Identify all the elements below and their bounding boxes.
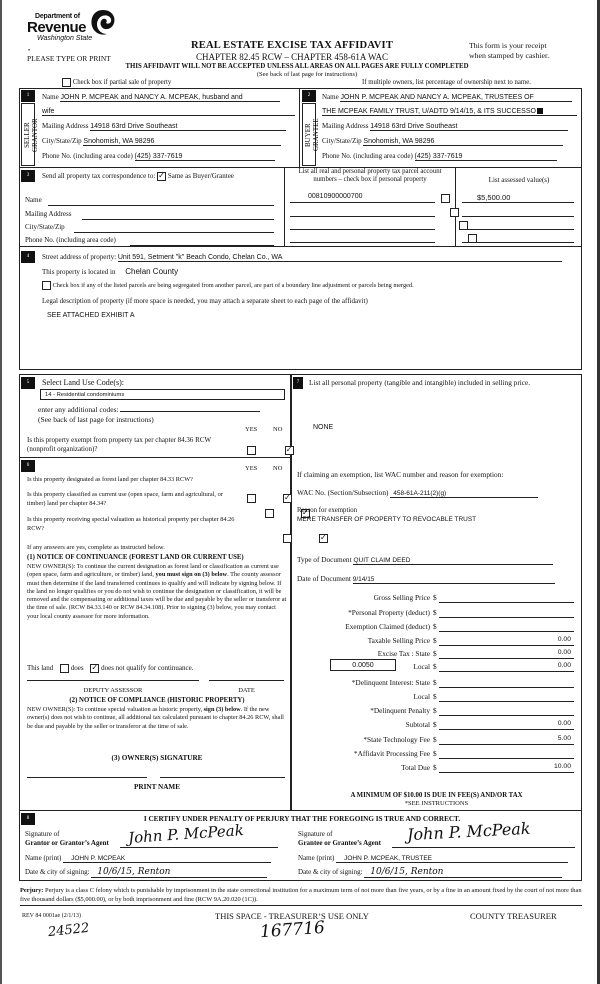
fee-value-field[interactable]: [439, 749, 574, 759]
grantor-date-row: [25, 867, 267, 878]
fee-label: *Affidavit Processing Fee: [353, 749, 430, 758]
buyer-address-row: [322, 122, 577, 131]
section-4-badge: 4: [21, 251, 35, 263]
buyer-address-label: Mailing Address: [322, 122, 369, 130]
grantee-name-value[interactable]: JOHN P. MCPEAK, TRUSTEE: [336, 855, 568, 863]
notice-1-text-a: NEW OWNER(S): To continue the current designation as forest land or classification as current use (open space, farm and agriculture, or timber) land,: [27, 563, 279, 579]
designation-yes-checkbox[interactable]: [247, 494, 256, 503]
exempt-question: Is this property exempt from property tax per chapter 84.36 RCW (nonprofit organization)?: [27, 436, 211, 453]
header-dot: •: [28, 48, 31, 54]
doc-type-label: Type of Document: [297, 555, 352, 564]
section-4-box: [19, 247, 582, 370]
form-number: REV 84 0001ae (2/1/13): [22, 913, 82, 919]
form-chapter: CHAPTER 82.45 RCW – CHAPTER 458-61A WAC: [196, 52, 388, 62]
additional-codes-field[interactable]: [120, 404, 260, 412]
seller-address-label: Mailing Address: [42, 122, 89, 130]
designation-yes-checkbox[interactable]: [265, 509, 274, 518]
fee-value-field[interactable]: [439, 692, 574, 702]
notice-1-title: (1) NOTICE OF CONTINUANCE (FOREST LAND OR CURRENT USE): [27, 554, 244, 561]
grantor-date-label: Date & city of signing:: [25, 868, 90, 876]
continuance-row: [27, 664, 193, 673]
fee-value-field[interactable]: [439, 622, 574, 632]
seller-name-row: [42, 93, 295, 104]
county-treasurer-label: COUNTY TREASURER: [470, 911, 557, 921]
notice-2-bold: sign (3) below: [203, 706, 241, 713]
fee-label: *Personal Property (deduct): [348, 608, 430, 617]
fee-value-field[interactable]: 0.00: [439, 649, 574, 659]
if-yes-note: If any answers are yes, complete as instructed below.: [27, 544, 165, 551]
seller-city-value[interactable]: Snohomish, WA 98296: [83, 138, 281, 146]
parcel-header: List all real and personal property tax parcel account numbers – check box if personal property: [298, 168, 442, 183]
parcel-number-field[interactable]: 00810900000700: [290, 193, 435, 203]
dollar-sign: $: [433, 720, 437, 729]
fee-label: Taxable Selling Price: [367, 636, 430, 645]
grantee-sig-label-1: Signature of: [298, 830, 333, 838]
fee-label: *Delinquent Interest: State: [351, 678, 430, 687]
handwritten-number-1: 24522: [47, 920, 91, 941]
doc-type-value[interactable]: QUIT CLAIM DEED: [353, 557, 553, 565]
seller-name-line2[interactable]: wife: [42, 108, 295, 116]
fee-label: Total Due: [401, 763, 430, 772]
grantor-name-value[interactable]: JOHN P. MCPEAK: [63, 855, 271, 863]
see-instructions-note: *SEE INSTRUCTIONS: [404, 800, 469, 807]
form-title: REAL ESTATE EXCISE TAX AFFIDAVIT: [190, 40, 394, 51]
wave-logo-icon: [89, 8, 117, 38]
wac-row: [297, 488, 538, 498]
land-use-select[interactable]: [40, 389, 285, 400]
grantee-name-label: Name (print): [298, 854, 335, 862]
corr-city-field[interactable]: [74, 223, 274, 233]
section-3-divider-a: [284, 167, 285, 247]
corr-name-field[interactable]: [48, 196, 274, 206]
notice-1-bold: you must sign on (3) below: [155, 571, 228, 579]
assessed-value-field[interactable]: [462, 233, 574, 243]
section-2-badge: 2: [302, 90, 316, 102]
street-address-label: Street address of property:: [42, 253, 117, 261]
overflow-marker-icon: [537, 108, 543, 114]
grantee-date-value[interactable]: 10/6/15, Renton: [364, 867, 562, 878]
fee-label: Exemption Claimed (deduct): [345, 622, 430, 631]
exempt-yes-checkbox[interactable]: [247, 446, 256, 455]
assessed-value-field[interactable]: [462, 220, 574, 230]
buyer-city-row: [322, 137, 577, 146]
owner-signature-label: (3) OWNER(S) SIGNATURE: [111, 754, 203, 762]
please-type-text: PLEASE TYPE OR PRINT: [27, 54, 111, 63]
buyer-name-line2-text: THE MCPEAK FAMILY TRUST, U/ADTD 9/14/15, & ITS SUCCESSO: [322, 108, 536, 115]
notice-2-text-b: . If the new owner(s) does not wish to continue, all additional tax calculated pursuant to chapter 84.26 RCW, shall be due and payable by the seller or transferor at the time of sale.: [27, 706, 284, 730]
additional-codes-label: enter any additional codes:: [38, 405, 119, 414]
multiple-owners-note: If multiple owners, list percentage of ownership next to name.: [362, 79, 531, 86]
notice-2-text-a: NEW OWNER(S): To continue special valuation as historic property,: [27, 706, 204, 713]
assessed-header: List assessed value(s): [488, 176, 550, 184]
dollar-sign: $: [433, 749, 437, 758]
corr-phone-field[interactable]: [130, 236, 274, 246]
dollar-sign: $: [433, 622, 437, 631]
assessed-value-field[interactable]: [462, 207, 574, 217]
assessed-value-field[interactable]: $5,500.00: [462, 193, 574, 203]
corr-address-label: Mailing Address: [25, 210, 72, 218]
grantor-sig-label-2: Grantor or Grantor’s Agent: [25, 839, 109, 847]
buyer-city-value[interactable]: Snohomish, WA 98296: [363, 138, 563, 146]
street-address-value[interactable]: Unit 591, Setment "k" Beach Condo, Chelan Co., WA: [118, 254, 562, 262]
partial-sale-row: [62, 78, 171, 87]
party-divider: [299, 88, 300, 168]
section-5-no-header: NO: [273, 426, 283, 433]
dollar-sign: $: [433, 649, 437, 658]
section-5-yes-header: YES: [245, 426, 258, 433]
corr-name-row: [25, 196, 42, 204]
buyer-name-line2[interactable]: [322, 108, 577, 116]
seller-label: SELLER: [23, 122, 31, 148]
send-correspondence-label: Send all property tax correspondence to:: [42, 172, 156, 181]
grantor-name-row: [25, 854, 271, 863]
buyer-city-label: City/State/Zip: [322, 137, 362, 145]
fee-label: Excise Tax : State: [377, 649, 430, 658]
fee-label: Gross Selling Price: [373, 593, 430, 602]
seller-name-label: Name: [42, 93, 59, 101]
personal-property-value[interactable]: NONE: [313, 424, 334, 431]
see-back-text: (See back of last page for instructions): [256, 71, 358, 78]
dollar-sign: $: [433, 706, 437, 715]
section-5-badge: 5: [21, 377, 35, 389]
street-address-row: [42, 253, 562, 262]
receipt-note-2: when stamped by cashier.: [469, 51, 550, 60]
corr-city-row: [25, 223, 65, 231]
handwritten-number-2: 167716: [259, 917, 326, 943]
buyer-address-value[interactable]: 14918 63rd Drive Southeast: [370, 123, 568, 131]
land-use-label: Select Land Use Code(s):: [42, 378, 124, 387]
deputy-assessor-line[interactable]: [27, 680, 199, 681]
section-6-yes-header: YES: [245, 465, 258, 472]
section-7-badge: 7: [293, 377, 303, 389]
partial-sale-label: Check box if partial sale of property: [72, 79, 172, 87]
doc-type-row: [297, 555, 553, 565]
located-in-row: [42, 267, 178, 276]
buyer-phone-row: [322, 152, 577, 161]
this-land-label: This land: [27, 664, 54, 673]
land-use-selected-value: 14 - Residential condominiums: [45, 392, 125, 398]
logo-name-text: Revenue: [27, 19, 87, 36]
fee-value-field[interactable]: [439, 678, 574, 688]
additional-codes-row: [38, 404, 260, 414]
section-8-badge: 8: [21, 813, 35, 825]
grantee-label: GRANTEE: [312, 118, 320, 152]
personal-property-checkbox[interactable]: [450, 208, 459, 217]
grantee-date-row: [298, 867, 562, 878]
fee-value-field[interactable]: [439, 608, 574, 618]
fee-label: Local: [413, 692, 430, 701]
corr-phone-label: Phone No. (including area code): [25, 236, 116, 244]
seller-side-label: [23, 110, 39, 160]
designation-no-checkbox[interactable]: [319, 534, 328, 543]
section-6-badge: 6: [21, 460, 35, 472]
grantee-signature: John P. McPeak: [406, 818, 531, 845]
dollar-sign: $: [433, 636, 437, 645]
does-qualify-checkbox[interactable]: [60, 664, 69, 673]
local-rate-value: 0.0050: [352, 662, 374, 669]
fee-value-field[interactable]: 0.00: [439, 636, 574, 646]
segregated-row: [42, 281, 414, 290]
dollar-sign: $: [433, 735, 437, 744]
minimum-due-note: A MINIMUM OF $10.00 IS DUE IN FEE(S) AND/OR TAX: [350, 792, 523, 799]
grantee-date-label: Date & city of signing:: [298, 868, 363, 876]
assessor-date-line[interactable]: [209, 680, 284, 681]
send-correspondence-row: [42, 172, 234, 181]
seller-name-line1[interactable]: JOHN P. MCPEAK and NANCY A. MCPEAK, husband and: [60, 94, 280, 102]
parcel-number-field[interactable]: [290, 220, 435, 230]
owner-signature-line-b[interactable]: [160, 777, 285, 778]
located-in-label: This property is located in: [42, 268, 116, 276]
perjury-notice: [20, 887, 582, 906]
section-6-no-header: NO: [273, 465, 283, 472]
grantee-name-row: [298, 854, 568, 863]
exemption-reason-label: Reason for exemption: [297, 507, 358, 514]
segregated-label: Check box if any of the listed parcels are being segregated from another parcel, are part of a boundary line adjustment or parcels being merged.: [52, 281, 414, 289]
designation-no-checkbox[interactable]: [283, 494, 292, 503]
receipt-note-1: This form is your receipt: [469, 41, 547, 50]
personal-property-label: List all personal property (tangible and intangible) included in selling price.: [309, 378, 531, 387]
personal-property-checkbox[interactable]: [441, 194, 450, 203]
fee-value-field[interactable]: 10.00: [439, 763, 574, 773]
fee-label: *State Technology Fee: [363, 735, 430, 744]
section-5-6-divider: [19, 457, 291, 458]
fee-value-field[interactable]: [439, 706, 574, 716]
partial-sale-checkbox[interactable]: [62, 78, 71, 87]
owner-signature-line-a[interactable]: [27, 777, 147, 778]
grantor-date-value[interactable]: 10/6/15, Renton: [91, 867, 267, 878]
buyer-label: BUYER: [304, 123, 312, 147]
dollar-sign: $: [433, 692, 437, 701]
fee-label: Subtotal: [405, 720, 430, 729]
designation-question: Is this property classified as current use (open space, farm and agricultural, or timber) land per chapter 84.34?: [27, 491, 223, 507]
doc-date-label: Date of Document: [297, 574, 351, 583]
corr-address-row: [25, 210, 71, 218]
same-as-buyer-checkbox[interactable]: [157, 172, 166, 181]
corr-address-field[interactable]: [82, 210, 274, 220]
fee-value-field[interactable]: 0.00: [439, 720, 574, 730]
seller-address-row: [42, 122, 295, 131]
section-5-see-back: (See back of last page for instructions): [38, 415, 154, 424]
fee-label: *Delinquent Penalty: [370, 706, 430, 715]
treasurer-use-label: THIS SPACE - TREASURER’S USE ONLY: [215, 911, 369, 921]
grantor-sig-label-1: Signature of: [25, 830, 60, 838]
seller-city-row: [42, 137, 295, 146]
wac-label: WAC No. (Section/Subsection): [297, 488, 389, 497]
fee-label: Local: [413, 662, 430, 671]
corr-city-label: City/State/Zip: [25, 223, 65, 231]
seller-phone-row: [42, 152, 295, 161]
buyer-side-label: [304, 110, 320, 160]
exemption-reason-value[interactable]: MERE TRANSFER OF PROPERTY TO REVOCABLE TRUST: [297, 516, 477, 523]
form-warning: THIS AFFIDAVIT WILL NOT BE ACCEPTED UNLESS ALL AREAS ON ALL PAGES ARE FULLY COMPLETED: [125, 63, 469, 70]
seller-address-value[interactable]: 14918 63rd Drive Southeast: [90, 123, 286, 131]
notice-2-body: [27, 706, 289, 731]
legal-desc-label: Legal description of property (if more space is needed, you may attach a separate sheet to each page of the affidavit): [42, 297, 368, 305]
buyer-name-row: [322, 93, 577, 102]
notice-1-text-b: . The county assessor must then determine if the land transferred continues to qualify and will indicate by signing below. If the land no longer qualifies or you do not wish to continue the designation or classification, it will be removed and the compensating or additional taxes will be due and payable by the seller or transferor at the time of sale. (RCW 84.33.140 or RCW 84.34.108). Prior to signing (3) below, you may contact your local county assessor for more information.: [27, 571, 287, 620]
segregated-checkbox[interactable]: [42, 281, 51, 290]
assessor-date-label: DATE: [238, 687, 255, 694]
seller-phone-label: Phone No. (including area code): [42, 152, 133, 160]
dollar-sign: $: [433, 593, 437, 602]
dollar-sign: $: [433, 678, 437, 687]
grantee-sig-label-2: Grantee or Grantee’s Agent: [298, 839, 382, 847]
dollar-sign: $: [433, 763, 437, 772]
designation-yes-checkbox[interactable]: [283, 534, 292, 543]
logo-state-text: Washington State: [37, 35, 93, 42]
perjury-text: Perjury is a class C felony which is punishable by imprisonment in the state correctional institution for a maximum term of not more than five years, or by a fine in an amount fixed by the court of not more than five thousand dollars ($5,000.00), or by both imprisonment and fine (RCW 9A.20.020 (1C)).: [20, 887, 582, 903]
notice-1-body: [27, 563, 287, 621]
seller-city-label: City/State/Zip: [42, 137, 82, 145]
buyer-name-line1[interactable]: JOHN P. MCPEAK AND NANCY A. MCPEAK, TRUSTEES OF: [340, 94, 572, 102]
exempt-no-checkbox[interactable]: [285, 446, 294, 455]
section-3-badge: 3: [21, 170, 35, 182]
grantor-signature: John P. McPeak: [127, 820, 245, 848]
certify-statement: I CERTIFY UNDER PENALTY OF PERJURY THAT THE FOREGOING IS TRUE AND CORRECT.: [143, 815, 461, 823]
perjury-bold-label: Perjury:: [20, 887, 44, 894]
doc-date-value[interactable]: 9/14/15: [353, 576, 555, 584]
same-as-buyer-label: Same as Buyer/Grantee: [167, 172, 234, 181]
print-name-label: PRINT NAME: [134, 783, 180, 791]
corr-name-label: Name: [25, 196, 42, 204]
designation-question: Is this property receiving special valuation as historical property per chapter 84.26 RCW?: [27, 516, 235, 532]
buyer-phone-label: Phone No. (including area code): [322, 152, 413, 160]
does-qualify-label: does: [70, 664, 84, 673]
grantor-name-label: Name (print): [25, 854, 62, 862]
corr-phone-row: [25, 236, 116, 244]
doc-date-row: [297, 574, 555, 584]
wac-value[interactable]: 458-61A-211(2)(g): [390, 490, 538, 498]
section-3-divider-b: [455, 167, 456, 247]
designation-question: Is this property designated as forest land per chapter 84.33 RCW?: [27, 476, 193, 483]
does-not-qualify-checkbox[interactable]: [90, 664, 99, 673]
legal-desc-value[interactable]: SEE ATTACHED EXHIBIT A: [47, 312, 135, 319]
exemption-claim-label: If claiming an exemption, list WAC number and reason for exemption:: [297, 470, 504, 479]
dollar-sign: $: [433, 662, 437, 671]
logo-dept-text: Department of: [35, 13, 80, 20]
deputy-assessor-label: DEPUTY ASSESSOR: [83, 687, 143, 694]
seller-phone-value[interactable]: (425) 337-7619: [135, 153, 275, 161]
buyer-phone-value[interactable]: (425) 337-7619: [415, 153, 557, 161]
dollar-sign: $: [433, 608, 437, 617]
buyer-name-label: Name: [322, 93, 339, 101]
parcel-number-field[interactable]: [290, 207, 435, 217]
does-not-qualify-label: does not qualify for continuance.: [101, 664, 194, 673]
fee-value-field[interactable]: [439, 593, 574, 603]
fee-value-field[interactable]: 5.00: [439, 735, 574, 745]
section-1-badge: 1: [21, 90, 35, 102]
parcel-number-field[interactable]: [290, 233, 435, 243]
county-value[interactable]: Chelan County: [125, 267, 179, 276]
dor-logo: [27, 8, 122, 44]
notice-2-title: (2) NOTICE OF COMPLIANCE (HISTORIC PROPERTY): [69, 697, 245, 704]
grantor-label: GRANTOR: [31, 118, 39, 152]
fee-value-field[interactable]: 0.00: [439, 662, 574, 672]
